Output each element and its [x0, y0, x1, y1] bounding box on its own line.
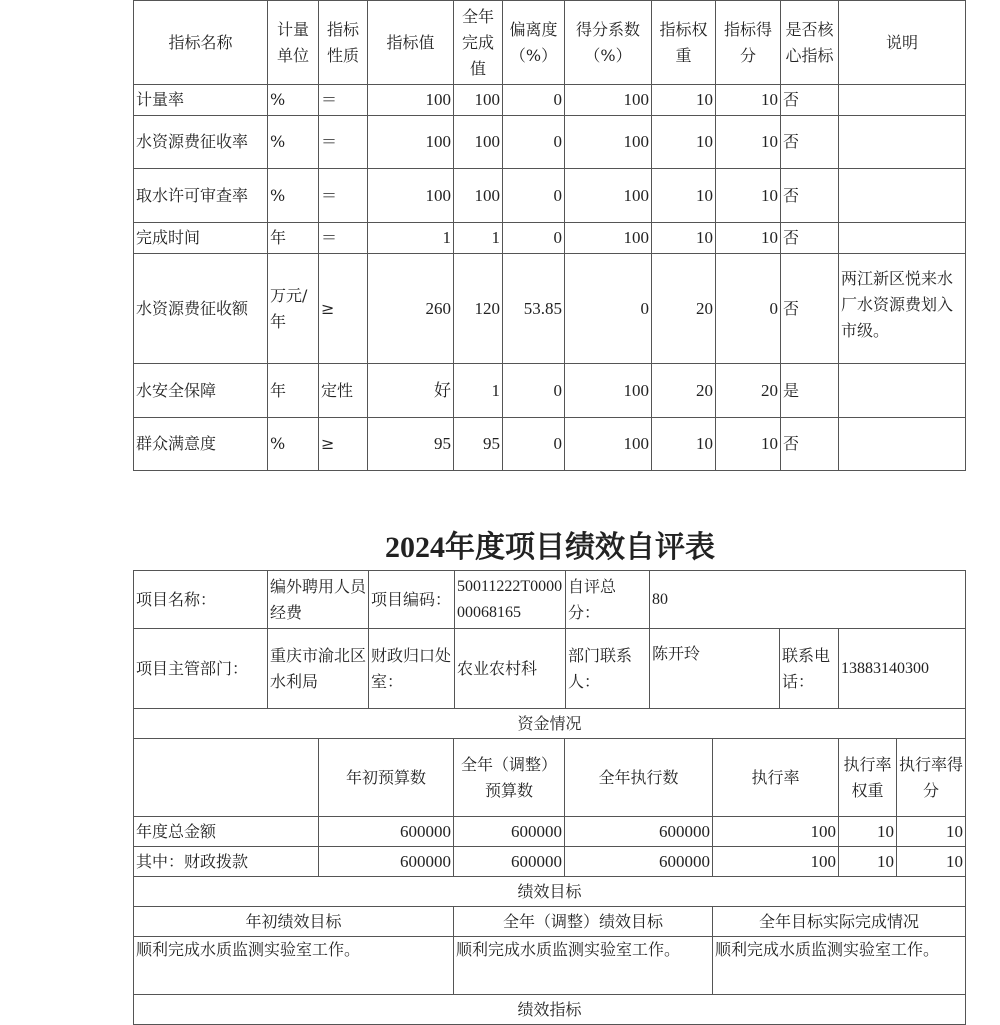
cell-deviation: 0: [503, 364, 565, 418]
cell-adjusted: 600000: [454, 817, 565, 847]
cell-note: 两江新区悦来水厂水资源费划入市级。: [839, 254, 966, 364]
cell-target: 95: [368, 418, 454, 471]
cell-deviation: 0: [503, 418, 565, 471]
cell-coef: 100: [565, 418, 652, 471]
header-indicator-name: 指标名称: [134, 1, 268, 85]
header-note: 说明: [839, 1, 966, 85]
cell-unit: %: [268, 85, 319, 116]
cell-unit: %: [268, 116, 319, 169]
cell-note: [839, 169, 966, 223]
indicators-section-title: 绩效指标: [134, 995, 966, 1025]
cell-deviation: 0: [503, 169, 565, 223]
cell-unit: %: [268, 418, 319, 471]
table-row: [134, 85, 966, 116]
header-deviation: 偏离度（%）: [503, 1, 565, 85]
table-row: [134, 364, 966, 418]
cell-note: [839, 116, 966, 169]
cell-nature: ≥: [319, 254, 368, 364]
cell-actual: 100: [454, 116, 503, 169]
header-exec-rate: 执行率: [713, 739, 839, 817]
cell-note: [839, 223, 966, 254]
cell-executed: 600000: [565, 817, 713, 847]
header-score: 指标得分: [716, 1, 781, 85]
header-unit: 计量单位: [268, 1, 319, 85]
header-core: 是否核心指标: [781, 1, 839, 85]
cell-weight: 20: [652, 364, 716, 418]
cell-core: 否: [781, 254, 839, 364]
goals-value-row: [134, 937, 966, 995]
cell-score: 10: [716, 169, 781, 223]
cell-initial: 600000: [319, 817, 454, 847]
header-target: 指标值: [368, 1, 454, 85]
finance-value: 农业农村科: [455, 629, 566, 709]
cell-note: [839, 364, 966, 418]
cell-nature: ≥: [319, 418, 368, 471]
cell-target: 100: [368, 116, 454, 169]
cell-note: [839, 85, 966, 116]
funding-row-label: 其中：财政拨款: [134, 847, 319, 877]
cell-initial: 600000: [319, 847, 454, 877]
cell-unit: %: [268, 169, 319, 223]
cell-name: 计量率: [134, 85, 268, 116]
cell-nature: ＝: [319, 85, 368, 116]
form-title-year: 2024: [385, 531, 445, 564]
finance-label: 财政归口处室：: [369, 629, 455, 709]
table-row: [134, 223, 966, 254]
project-name-label: 项目名称：: [134, 571, 268, 629]
cell-weight: 10: [652, 418, 716, 471]
funding-section-row: [134, 709, 966, 739]
actual-completion-value: 顺利完成水质监测实验室工作。: [713, 937, 966, 995]
cell-score: 10: [716, 85, 781, 116]
cell-name: 完成时间: [134, 223, 268, 254]
cell-note: [839, 418, 966, 471]
project-name-value: 编外聘用人员经费: [268, 571, 369, 629]
cell-weight: 10: [839, 847, 897, 877]
header-initial-budget: 年初预算数: [319, 739, 454, 817]
goals-header-row: [134, 907, 966, 937]
cell-actual: 1: [454, 364, 503, 418]
goals-section-row: [134, 877, 966, 907]
contact-value: 陈开玲: [650, 629, 780, 709]
cell-weight: 10: [652, 85, 716, 116]
cell-executed: 600000: [565, 847, 713, 877]
cell-coef: 100: [565, 169, 652, 223]
adjusted-goal-value: 顺利完成水质监测实验室工作。: [454, 937, 713, 995]
cell-actual: 95: [454, 418, 503, 471]
cell-core: 否: [781, 169, 839, 223]
phone-value: 13883140300: [839, 629, 966, 709]
cell-nature: 定性: [319, 364, 368, 418]
header-adjusted-goal: 全年（调整）绩效目标: [454, 907, 713, 937]
cell-coef: 100: [565, 116, 652, 169]
table-row: [134, 254, 966, 364]
cell-score: 10: [716, 223, 781, 254]
cell-score: 10: [716, 116, 781, 169]
cell-score: 0: [716, 254, 781, 364]
cell-adjusted: 600000: [454, 847, 565, 877]
cell-coef: 100: [565, 85, 652, 116]
header-weight: 指标权重: [652, 1, 716, 85]
header-exec-score: 执行率得分: [897, 739, 966, 817]
cell-target: 好: [368, 364, 454, 418]
cell-actual: 1: [454, 223, 503, 254]
cell-core: 是: [781, 364, 839, 418]
funding-header-row: [134, 739, 966, 817]
cell-unit: 年: [268, 364, 319, 418]
self-score-value: 80: [650, 571, 966, 629]
cell-name: 水资源费征收率: [134, 116, 268, 169]
dept-label: 项目主管部门：: [134, 629, 268, 709]
cell-score: 10: [897, 817, 966, 847]
cell-weight: 10: [652, 116, 716, 169]
form-title-text: 年度项目绩效自评表: [445, 530, 715, 565]
cell-name: 取水许可审查率: [134, 169, 268, 223]
dept-value: 重庆市渝北区水利局: [268, 629, 369, 709]
cell-rate: 100: [713, 817, 839, 847]
cell-nature: ＝: [319, 223, 368, 254]
cell-nature: ＝: [319, 169, 368, 223]
cell-core: 否: [781, 116, 839, 169]
cell-score: 10: [716, 418, 781, 471]
contact-label: 部门联系人：: [566, 629, 650, 709]
header-nature: 指标性质: [319, 1, 368, 85]
cell-deviation: 0: [503, 85, 565, 116]
table-row: [134, 847, 966, 877]
table-row: [134, 169, 966, 223]
cell-weight: 10: [652, 223, 716, 254]
cell-name: 群众满意度: [134, 418, 268, 471]
cell-weight: 20: [652, 254, 716, 364]
cell-score: 20: [716, 364, 781, 418]
cell-actual: 100: [454, 85, 503, 116]
cell-unit: 年: [268, 223, 319, 254]
cell-coef: 100: [565, 364, 652, 418]
cell-core: 否: [781, 223, 839, 254]
cell-target: 100: [368, 169, 454, 223]
initial-goal-value: 顺利完成水质监测实验室工作。: [134, 937, 454, 995]
project-row-2: [134, 629, 966, 709]
indicators-section-row: [134, 995, 966, 1025]
header-actual-completion: 全年目标实际完成情况: [713, 907, 966, 937]
funding-row-label: 年度总金额: [134, 817, 319, 847]
project-code-value: 50011222T000000068165: [455, 571, 566, 629]
project-row-1: [134, 571, 966, 629]
funding-section-title: 资金情况: [134, 709, 966, 739]
funding-header-blank: [134, 739, 319, 817]
cell-core: 否: [781, 418, 839, 471]
header-initial-goal: 年初绩效目标: [134, 907, 454, 937]
cell-deviation: 53.85: [503, 254, 565, 364]
indicator-table: [133, 0, 966, 471]
funding-table: [133, 708, 966, 1025]
cell-deviation: 0: [503, 223, 565, 254]
goals-section-title: 绩效目标: [134, 877, 966, 907]
cell-actual: 100: [454, 169, 503, 223]
cell-target: 260: [368, 254, 454, 364]
cell-score: 10: [897, 847, 966, 877]
table-row: [134, 817, 966, 847]
cell-weight: 10: [652, 169, 716, 223]
project-code-label: 项目编码：: [369, 571, 455, 629]
cell-name: 水安全保障: [134, 364, 268, 418]
form-title: [0, 522, 1000, 566]
project-info-table: [133, 570, 966, 709]
cell-weight: 10: [839, 817, 897, 847]
self-score-label: 自评总分：: [566, 571, 650, 629]
cell-deviation: 0: [503, 116, 565, 169]
header-coef: 得分系数（%）: [565, 1, 652, 85]
cell-unit: 万元/年: [268, 254, 319, 364]
cell-nature: ＝: [319, 116, 368, 169]
indicator-header-row: [134, 1, 966, 85]
header-exec-weight: 执行率权重: [839, 739, 897, 817]
cell-coef: 0: [565, 254, 652, 364]
cell-target: 1: [368, 223, 454, 254]
header-actual: 全年完成值: [454, 1, 503, 85]
cell-name: 水资源费征收额: [134, 254, 268, 364]
header-executed: 全年执行数: [565, 739, 713, 817]
header-adjusted-budget: 全年（调整）预算数: [454, 739, 565, 817]
cell-actual: 120: [454, 254, 503, 364]
cell-rate: 100: [713, 847, 839, 877]
table-row: [134, 116, 966, 169]
table-row: [134, 418, 966, 471]
cell-core: 否: [781, 85, 839, 116]
cell-target: 100: [368, 85, 454, 116]
cell-coef: 100: [565, 223, 652, 254]
phone-label: 联系电话：: [780, 629, 839, 709]
